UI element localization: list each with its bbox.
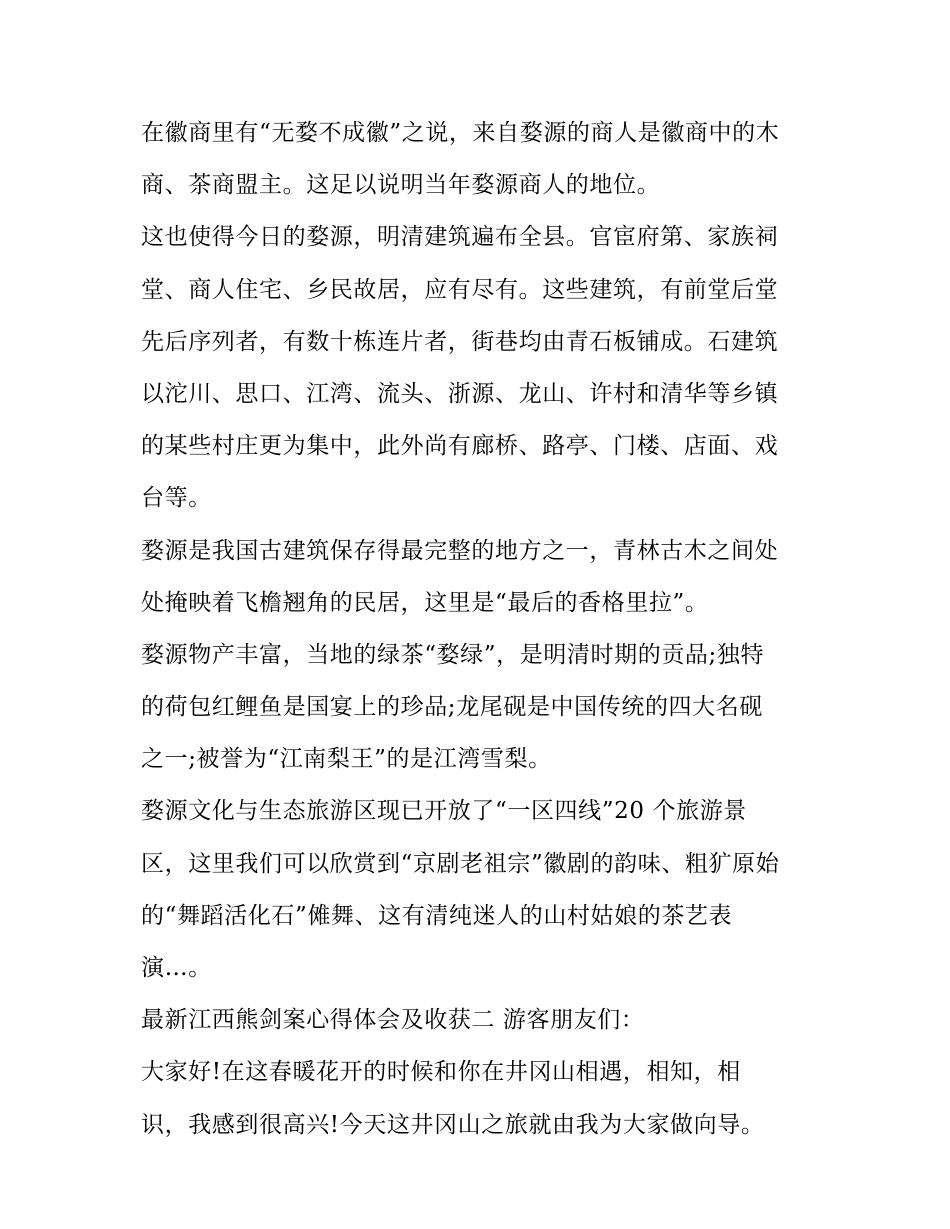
text-line: 在徽商里有“无婺不成徽”之说，来自婺源的商人是徽商中的木 (141, 120, 780, 146)
text-line: 以沱川、思口、江湾、流头、浙源、龙山、许村和清华等乡镇 (141, 380, 779, 407)
text-line: 台等。 (141, 485, 212, 512)
text-line: 的荷包红鲤鱼是国宴上的珍品;龙尾砚是中国传统的四大名砚 (141, 694, 763, 721)
text-line: 处掩映着飞檐翘角的民居，这里是“最后的香格里拉”。 (141, 589, 709, 616)
text-line: 最新江西熊剑案心得体会及收获二 游客朋友们： (141, 1007, 645, 1034)
text-line: 婺源是我国古建筑保存得最完整的地方之一，青林古木之间处 (141, 537, 779, 564)
text-line: 这也使得今日的婺源，明清建筑遍布全县。官宦府第、家族祠 (141, 224, 779, 251)
text-line: 婺源物产丰富，当地的绿茶“婺绿”，是明清时期的贡品;独特 (141, 641, 765, 668)
document-body (141, 107, 821, 1151)
text-line: 演…。 (141, 955, 212, 981)
text-line: 区，这里我们可以欣赏到“京剧老祖宗”徽剧的韵味、粗犷原始 (141, 850, 780, 877)
text-line: 的某些村庄更为集中，此外尚有廊桥、路亭、门楼、店面、戏 (141, 433, 779, 460)
text-line: 识，我感到很高兴!今天这井冈山之旅就由我为大家做向导。 (141, 1111, 765, 1138)
text-line: 大家好!在这春暖花开的时候和你在井冈山相遇，相知，相 (141, 1059, 741, 1086)
text-line: 堂、商人住宅、乡民故居，应有尽有。这些建筑，有前堂后堂 (141, 276, 779, 303)
text-line: 之一;被誉为“江南梨王”的是江湾雪梨。 (141, 746, 552, 773)
text-line: 先后序列者，有数十栋连片者，街巷均由青石板铺成。石建筑 (141, 328, 779, 355)
text-line: 的“舞蹈活化石”傩舞、这有清纯迷人的山村姑娘的茶艺表 (141, 902, 733, 929)
text-line: 婺源文化与生态旅游区现已开放了“一区四线”20 个旅游景 (141, 798, 747, 825)
text-line: 商、茶商盟主。这足以说明当年婺源商人的地位。 (141, 172, 661, 199)
